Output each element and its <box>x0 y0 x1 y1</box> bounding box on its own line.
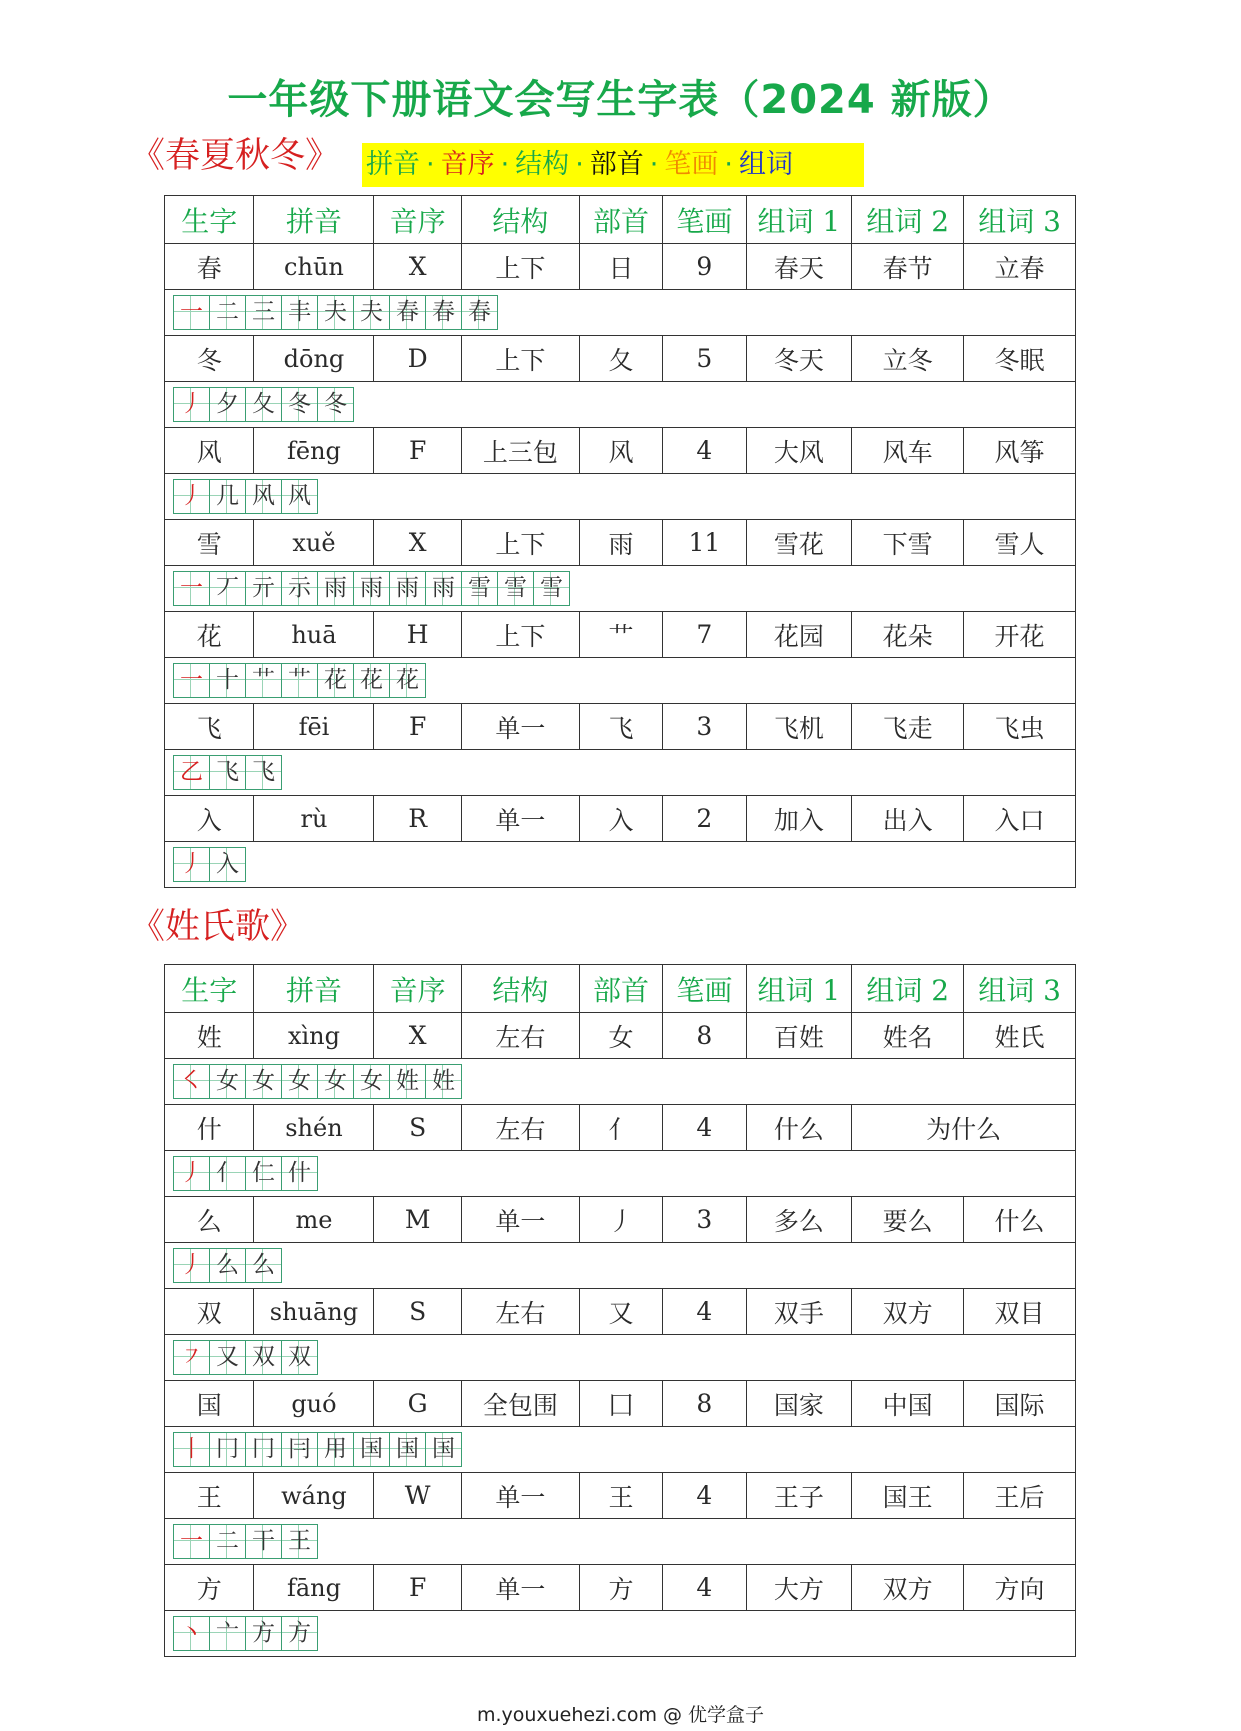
stroke-step-box: 丿 <box>173 1248 210 1283</box>
order-cell: S <box>374 1105 461 1151</box>
stroke-step-box: 春 <box>461 295 498 330</box>
section-title-1: 《春夏秋冬》 <box>130 136 341 176</box>
stroke-step-box: 雨 <box>389 571 426 606</box>
column-header: 音序 <box>374 965 461 1013</box>
pinyin-cell: xuě <box>254 520 374 566</box>
table-row <box>165 1381 1076 1427</box>
word-cell: 多么 <box>746 1197 852 1243</box>
word-cell: 大方 <box>746 1565 852 1611</box>
legend-separator: · <box>426 149 435 180</box>
word-cell: 方向 <box>964 1565 1076 1611</box>
stroke-order-cell <box>165 1059 1076 1105</box>
stroke-step-box: 入 <box>209 847 246 882</box>
table-row <box>165 1473 1076 1519</box>
pinyin-cell: fāng <box>254 1565 374 1611</box>
stroke-step-box: 冂 <box>245 1432 282 1467</box>
structure-cell: 上下 <box>461 244 579 290</box>
word-cell: 立冬 <box>852 336 964 382</box>
stroke-step-box: 王 <box>281 1524 318 1559</box>
legend-item: 部首 <box>589 149 644 180</box>
pinyin-cell: fēng <box>254 428 374 474</box>
radical-cell: 亻 <box>579 1105 662 1151</box>
stroke-step-box: 二 <box>209 295 246 330</box>
word-cell: 立春 <box>964 244 1076 290</box>
stroke-step-box: 花 <box>353 663 390 698</box>
word-cell: 冬眠 <box>964 336 1076 382</box>
stroke-step-box: 丿 <box>173 847 210 882</box>
char-cell: 么 <box>165 1197 254 1243</box>
stroke-order-cell <box>165 1243 1076 1289</box>
legend-separator: · <box>649 149 659 180</box>
stroke-step-box: 国 <box>353 1432 390 1467</box>
stroke-step-box: 双 <box>245 1340 282 1375</box>
strokes-cell: 4 <box>663 1473 746 1519</box>
stroke-step-box: 么 <box>245 1248 282 1283</box>
strokes-cell: 9 <box>663 244 746 290</box>
word-cell: 国王 <box>852 1473 964 1519</box>
char-cell: 冬 <box>165 336 254 382</box>
word-cell: 风车 <box>852 428 964 474</box>
stroke-step-box: 飞 <box>209 755 246 790</box>
stroke-step-box: 雪 <box>497 571 534 606</box>
stroke-step-box: 什 <box>281 1156 318 1191</box>
column-header: 组词 2 <box>852 196 964 244</box>
page-title: 一年级下册语文会写生字表（2024 新版） <box>227 77 1014 123</box>
table-row <box>165 1197 1076 1243</box>
pinyin-cell: xìng <box>254 1013 374 1059</box>
stroke-order-row <box>165 1611 1076 1657</box>
word-cell: 双手 <box>746 1289 852 1335</box>
stroke-step-box: 丆 <box>209 571 246 606</box>
word-cell: 大风 <box>746 428 852 474</box>
word-cell: 冬天 <box>746 336 852 382</box>
stroke-step-box: ㇇ <box>173 1340 210 1375</box>
stroke-step-box: 夫 <box>353 295 390 330</box>
stroke-step-box: 亻 <box>209 1156 246 1191</box>
order-cell: F <box>374 1565 461 1611</box>
stroke-step-box: 艹 <box>245 663 282 698</box>
stroke-step-box: 丿 <box>173 1156 210 1191</box>
table-row <box>165 704 1076 750</box>
structure-cell: 左右 <box>461 1105 579 1151</box>
legend-bar <box>362 143 864 187</box>
radical-cell: 飞 <box>579 704 662 750</box>
structure-cell: 上下 <box>461 336 579 382</box>
word-cell: 出入 <box>852 796 964 842</box>
char-cell: 雪 <box>165 520 254 566</box>
structure-cell: 全包围 <box>461 1381 579 1427</box>
char-cell: 花 <box>165 612 254 658</box>
order-cell: W <box>374 1473 461 1519</box>
word-cell: 双目 <box>964 1289 1076 1335</box>
word-cell: 要么 <box>852 1197 964 1243</box>
stroke-order-row <box>165 1519 1076 1565</box>
stroke-step-box: 一 <box>173 571 210 606</box>
strokes-cell: 8 <box>663 1013 746 1059</box>
stroke-step-box: 女 <box>353 1064 390 1099</box>
word-cell: 双方 <box>852 1289 964 1335</box>
word-cell: 王子 <box>746 1473 852 1519</box>
stroke-order-row <box>165 290 1076 336</box>
stroke-order-cell <box>165 1519 1076 1565</box>
stroke-step-box: 亓 <box>245 571 282 606</box>
strokes-cell: 3 <box>663 704 746 750</box>
word-cell: 入口 <box>964 796 1076 842</box>
pinyin-cell: chūn <box>254 244 374 290</box>
column-header: 组词 1 <box>746 196 852 244</box>
structure-cell: 左右 <box>461 1289 579 1335</box>
stroke-step-box: 雨 <box>425 571 462 606</box>
pinyin-cell: rù <box>254 796 374 842</box>
stroke-step-box: 夂 <box>245 387 282 422</box>
word-cell: 姓氏 <box>964 1013 1076 1059</box>
table-row <box>165 1105 1076 1151</box>
char-cell: 什 <box>165 1105 254 1151</box>
table-row <box>165 1565 1076 1611</box>
structure-cell: 上下 <box>461 612 579 658</box>
legend-separator: · <box>724 149 733 180</box>
strokes-cell: 8 <box>663 1381 746 1427</box>
stroke-order-row <box>165 658 1076 704</box>
structure-cell: 单一 <box>461 1473 579 1519</box>
word-cell: 姓名 <box>852 1013 964 1059</box>
word-cell: 春天 <box>746 244 852 290</box>
strokes-cell: 11 <box>663 520 746 566</box>
radical-cell: 女 <box>579 1013 662 1059</box>
stroke-step-box: 艹 <box>281 663 318 698</box>
char-cell: 王 <box>165 1473 254 1519</box>
table-row <box>165 244 1076 290</box>
column-header: 笔画 <box>663 196 746 244</box>
stroke-step-box: 一 <box>173 1524 210 1559</box>
order-cell: F <box>374 704 461 750</box>
stroke-order-row <box>165 750 1076 796</box>
radical-cell: 夂 <box>579 336 662 382</box>
stroke-order-row <box>165 1151 1076 1197</box>
stroke-step-box: 国 <box>425 1432 462 1467</box>
word-cell: 飞走 <box>852 704 964 750</box>
stroke-step-box: 干 <box>245 1524 282 1559</box>
stroke-step-box: 春 <box>389 295 426 330</box>
stroke-order-cell <box>165 1151 1076 1197</box>
stroke-step-box: 一 <box>173 295 210 330</box>
word-cell: 雪花 <box>746 520 852 566</box>
legend-separator: · <box>575 149 584 180</box>
strokes-cell: 4 <box>663 1565 746 1611</box>
stroke-order-cell <box>165 290 1076 336</box>
word-cell: 国际 <box>964 1381 1076 1427</box>
char-cell: 入 <box>165 796 254 842</box>
stroke-step-box: 方 <box>281 1616 318 1651</box>
word-cell: 飞机 <box>746 704 852 750</box>
table-row <box>165 612 1076 658</box>
structure-cell: 上下 <box>461 520 579 566</box>
structure-cell: 单一 <box>461 1197 579 1243</box>
radical-cell: 入 <box>579 796 662 842</box>
pinyin-cell: shuāng <box>254 1289 374 1335</box>
stroke-order-row <box>165 474 1076 520</box>
word-cell: 双方 <box>852 1565 964 1611</box>
footer-text: m.youxuehezi.com @ 优学盒子 <box>476 1704 765 1726</box>
char-cell: 飞 <box>165 704 254 750</box>
pinyin-cell: me <box>254 1197 374 1243</box>
stroke-order-row <box>165 1427 1076 1473</box>
pinyin-cell: shén <box>254 1105 374 1151</box>
stroke-order-row <box>165 566 1076 612</box>
pinyin-cell: huā <box>254 612 374 658</box>
char-cell: 春 <box>165 244 254 290</box>
word-cell: 百姓 <box>746 1013 852 1059</box>
pinyin-cell: fēi <box>254 704 374 750</box>
word-cell: 开花 <box>964 612 1076 658</box>
stroke-order-row <box>165 1335 1076 1381</box>
stroke-step-box: 花 <box>317 663 354 698</box>
stroke-step-box: 亠 <box>209 1616 246 1651</box>
radical-cell: 艹 <box>579 612 662 658</box>
stroke-step-box: 冬 <box>317 387 354 422</box>
order-cell: G <box>374 1381 461 1427</box>
strokes-cell: 4 <box>663 1289 746 1335</box>
stroke-step-box: 仁 <box>245 1156 282 1191</box>
stroke-step-box: 丶 <box>173 1616 210 1651</box>
order-cell: X <box>374 1013 461 1059</box>
column-header: 生字 <box>165 196 254 244</box>
stroke-step-box: 雨 <box>353 571 390 606</box>
stroke-order-cell <box>165 474 1076 520</box>
stroke-step-box: 丿 <box>173 387 210 422</box>
stroke-order-cell <box>165 750 1076 796</box>
stroke-step-box: 又 <box>209 1340 246 1375</box>
stroke-step-box: 风 <box>281 479 318 514</box>
stroke-step-box: 丨 <box>173 1432 210 1467</box>
stroke-order-cell <box>165 842 1076 888</box>
word-cell: 下雪 <box>852 520 964 566</box>
char-cell: 姓 <box>165 1013 254 1059</box>
stroke-order-cell <box>165 566 1076 612</box>
order-cell: R <box>374 796 461 842</box>
stroke-step-box: 雪 <box>461 571 498 606</box>
word-cell: 飞虫 <box>964 704 1076 750</box>
strokes-cell: 2 <box>663 796 746 842</box>
stroke-step-box: 丿 <box>173 479 210 514</box>
stroke-order-cell <box>165 658 1076 704</box>
column-header: 部首 <box>579 196 662 244</box>
table-row <box>165 336 1076 382</box>
column-header: 组词 3 <box>964 965 1076 1013</box>
word-cell: 加入 <box>746 796 852 842</box>
stroke-order-row <box>165 1059 1076 1105</box>
radical-cell: 方 <box>579 1565 662 1611</box>
pinyin-cell: dōng <box>254 336 374 382</box>
word-table-1 <box>164 195 1076 888</box>
stroke-step-box: 丰 <box>281 295 318 330</box>
column-header: 组词 2 <box>852 965 964 1013</box>
table-row <box>165 1289 1076 1335</box>
structure-cell: 单一 <box>461 1565 579 1611</box>
stroke-order-row <box>165 842 1076 888</box>
order-cell: F <box>374 428 461 474</box>
char-cell: 风 <box>165 428 254 474</box>
order-cell: X <box>374 244 461 290</box>
stroke-step-box: 三 <box>245 295 282 330</box>
stroke-step-box: 夫 <box>317 295 354 330</box>
word-cell: 雪人 <box>964 520 1076 566</box>
stroke-step-box: 双 <box>281 1340 318 1375</box>
stroke-step-box: 雪 <box>533 571 570 606</box>
order-cell: M <box>374 1197 461 1243</box>
stroke-step-box: 几 <box>209 479 246 514</box>
stroke-step-box: 冃 <box>281 1432 318 1467</box>
stroke-step-box: 十 <box>209 663 246 698</box>
word-cell: 中国 <box>852 1381 964 1427</box>
legend-separator: · <box>500 149 510 180</box>
word-cell: 什么 <box>746 1105 852 1151</box>
legend-item: 拼音 <box>366 149 420 180</box>
radical-cell: 丿 <box>579 1197 662 1243</box>
strokes-cell: 3 <box>663 1197 746 1243</box>
stroke-step-box: 花 <box>389 663 426 698</box>
radical-cell: 日 <box>579 244 662 290</box>
stroke-order-cell <box>165 382 1076 428</box>
stroke-step-box: 乙 <box>173 755 210 790</box>
legend-item: 组词 <box>738 149 793 180</box>
stroke-step-box: 雨 <box>317 571 354 606</box>
radical-cell: 风 <box>579 428 662 474</box>
stroke-step-box: 么 <box>209 1248 246 1283</box>
word-cell: 什么 <box>964 1197 1076 1243</box>
column-header: 结构 <box>461 196 579 244</box>
radical-cell: 王 <box>579 1473 662 1519</box>
column-header: 组词 3 <box>964 196 1076 244</box>
table-row <box>165 1013 1076 1059</box>
char-cell: 双 <box>165 1289 254 1335</box>
column-header: 部首 <box>579 965 662 1013</box>
strokes-cell: 5 <box>663 336 746 382</box>
stroke-step-box: 一 <box>173 663 210 698</box>
structure-cell: 上三包 <box>461 428 579 474</box>
table-row <box>165 796 1076 842</box>
order-cell: X <box>374 520 461 566</box>
stroke-step-box: ㇛ <box>173 1064 210 1099</box>
column-header: 音序 <box>374 196 461 244</box>
legend-item: 音序 <box>440 149 495 180</box>
table-row <box>165 520 1076 566</box>
stroke-step-box: 国 <box>389 1432 426 1467</box>
stroke-step-box: 用 <box>317 1432 354 1467</box>
stroke-step-box: 飞 <box>245 755 282 790</box>
stroke-step-box: 夕 <box>209 387 246 422</box>
word-table-2 <box>164 964 1076 1657</box>
column-header: 组词 1 <box>746 965 852 1013</box>
stroke-step-box: 风 <box>245 479 282 514</box>
structure-cell: 单一 <box>461 796 579 842</box>
stroke-step-box: 姓 <box>425 1064 462 1099</box>
word-cell: 春节 <box>852 244 964 290</box>
word-cell: 王后 <box>964 1473 1076 1519</box>
pinyin-cell: wáng <box>254 1473 374 1519</box>
pinyin-cell: guó <box>254 1381 374 1427</box>
stroke-step-box: 方 <box>245 1616 282 1651</box>
stroke-step-box: 冂 <box>209 1432 246 1467</box>
section-title-2: 《姓氏歌》 <box>130 907 306 947</box>
radical-cell: 又 <box>579 1289 662 1335</box>
table-row <box>165 428 1076 474</box>
order-cell: D <box>374 336 461 382</box>
order-cell: H <box>374 612 461 658</box>
stroke-order-cell <box>165 1427 1076 1473</box>
stroke-step-box: 姓 <box>389 1064 426 1099</box>
strokes-cell: 4 <box>663 1105 746 1151</box>
char-cell: 方 <box>165 1565 254 1611</box>
word-cell: 花朵 <box>852 612 964 658</box>
stroke-step-box: 示 <box>281 571 318 606</box>
stroke-order-cell <box>165 1611 1076 1657</box>
word-cell: 为什么 <box>852 1105 1076 1151</box>
strokes-cell: 4 <box>663 428 746 474</box>
legend-item: 结构 <box>515 149 570 180</box>
stroke-step-box: 冬 <box>281 387 318 422</box>
column-header: 笔画 <box>663 965 746 1013</box>
stroke-order-cell <box>165 1335 1076 1381</box>
order-cell: S <box>374 1289 461 1335</box>
structure-cell: 单一 <box>461 704 579 750</box>
radical-cell: 囗 <box>579 1381 662 1427</box>
stroke-step-box: 二 <box>209 1524 246 1559</box>
stroke-order-row <box>165 1243 1076 1289</box>
stroke-step-box: 女 <box>245 1064 282 1099</box>
column-header: 拼音 <box>254 196 374 244</box>
structure-cell: 左右 <box>461 1013 579 1059</box>
radical-cell: 雨 <box>579 520 662 566</box>
stroke-step-box: 女 <box>281 1064 318 1099</box>
stroke-order-row <box>165 382 1076 428</box>
strokes-cell: 7 <box>663 612 746 658</box>
column-header: 结构 <box>461 965 579 1013</box>
char-cell: 国 <box>165 1381 254 1427</box>
word-cell: 花园 <box>746 612 852 658</box>
stroke-step-box: 女 <box>209 1064 246 1099</box>
header-row <box>165 965 1076 1013</box>
stroke-step-box: 女 <box>317 1064 354 1099</box>
stroke-step-box: 春 <box>425 295 462 330</box>
word-cell: 国家 <box>746 1381 852 1427</box>
legend-item: 笔画 <box>664 149 719 180</box>
column-header: 拼音 <box>254 965 374 1013</box>
header-row <box>165 196 1076 244</box>
column-header: 生字 <box>165 965 254 1013</box>
word-cell: 风筝 <box>964 428 1076 474</box>
